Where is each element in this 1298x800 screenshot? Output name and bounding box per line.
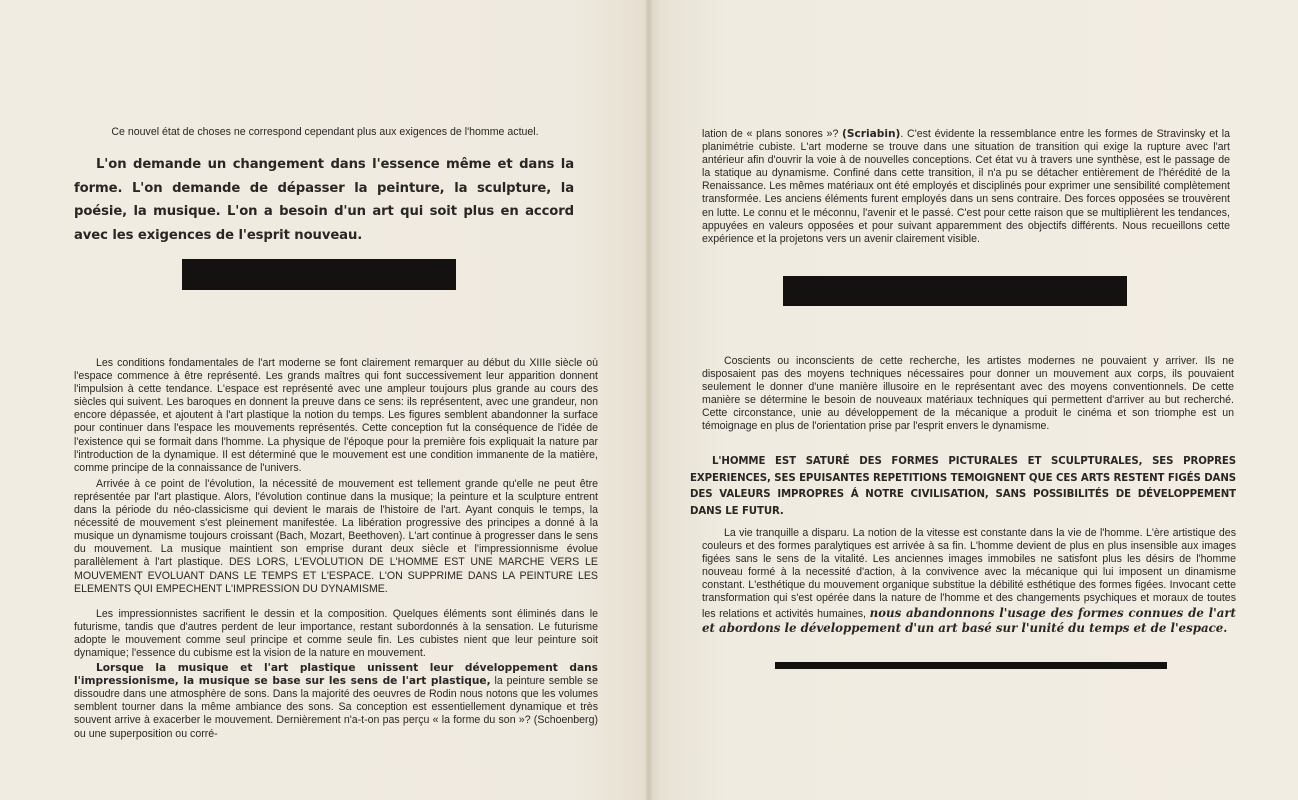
left-intro xyxy=(94,126,556,139)
right-statement xyxy=(690,454,1236,520)
cont-bold: (Scriabin) xyxy=(842,128,901,140)
paragraph-1: Les conditions fondamentales de l'art moderne se font clairement remarquer au début du XIIIe siècle où l'espace commence à être représenté. Les grands maîtres qui font successivement leur apparition donnent l'impulsion à cette tendance. L'espace est représenté avec une ampleur toujours plus grande au cours des siècles qui suivent. Les baroques en donnent la preuve dans ce sens: ils représentent, avec une grandeur, non encore dépassée, et ajoutent à l'art plastique la notion du temps. Les figures semblent abandonner la surface pour continuer dans l'espace les mouvements représentés. Cette conception fut la conséquence de l'idée de l'existence qui se formait dans l'homme. La physique de l'époque pour la première fois expliquait la nature par l'introduction de la dynamique. Il est déterminé que le mouvement est une condition immanente de la matière, comme principe de la connaissance de l'univers. xyxy=(74,357,598,474)
paragraph-1: Coscients ou inconscients de cette recherche, les artistes modernes ne pouvaient y arriver. Ils ne disposaient pas des moyens techniques nécessaires pour donner un mouvement aux corps, ils pouvaient seulement le donner d'une manière illusoire en le représentant avec des moyens conventionnels. De cette manière se détermine le besoin de nouveaux matériaux techniques qui permettent d'arriver au but recherché. Cette circonstance, unie au développement de la mécanique a produit le cinéma et son triomphe est un témoignage en plus de l'orientation prise par l'esprit envers le dynamisme. xyxy=(702,355,1234,433)
paragraph-2: Arrivée à ce point de l'évolution, la nécessité de mouvement est tellement grande qu'elle ne peut être représentée par l'art plastique. Alors, l'évolution continue dans la musique; la peinture et la sculpture entrent dans la période du néo-classicisme qui devient le marais de l'histoire de l'art. Ayant conquis le temps, la nécessité de mouvement s'est pleinement manifestée. La libération progressive des principes a donné à la musique un dynamisme toujours croissant (Bach, Mozart, Beethoven). L'art continue à progresser dans le sens du mouvement. La musique maintient son emprise durant deux siècle et l'impressionnisme évolue parallèlement à l'art plastique. DES LORS, L'EVOLUTION DE L'HOMME EST UNE MARCHE VERS LE MOUVEMENT EVOLUANT DANS LE TEMPS ET L'ESPACE. L'ON SUPPRIME DANS LA PEINTURE LES ELEMENTS QUI EMPECHENT L'IMPRESSION DU DYNAMISME. xyxy=(74,477,598,595)
black-rule-right xyxy=(775,662,1167,669)
cont-b: . C'est évidente la ressemblance entre les formes de Stravinsky et la planimétrie cubiste. L'art moderne se trouve dans une situation de transition qui exige la rupture avec l'art antérieur afin d'ouvrir la voie à de nouvelles conceptions. Cet état vu à travers une synthèse, est le passage de la statique au dynamisme. Confiné dans cette transition, il n'a pu se détacher entièrement de l'hérédité de la Renaissance. Les mêmes matériaux ont été employés et disciplinés pour exprimer une sensibilité complètement transformée. Les anciens éléments furent employés dans un sens contraire. Des forces opposées se trouvèrent en lutte. Le connu et le méconnu, l'avenir et le passé. C'est pour cette raison que se multiplièrent les tendances, appuyées en valeurs opposées et pour suivant apparemment des objectifs différents. Nous recueillons cette expérience et la projetons vers un avenir clairement visible. xyxy=(702,128,1230,245)
right-page xyxy=(652,0,1298,800)
left-page xyxy=(0,0,646,800)
left-statement xyxy=(74,153,574,247)
continuation-text xyxy=(702,128,1230,246)
paragraph-4-bold: Lorsque la musique et l'art plastique unissent leur développement dans l'impressionisme, la musique se base sur les sens de l'art plastique, xyxy=(74,662,598,688)
right-para-2 xyxy=(702,527,1236,637)
paragraph-2-bold: nous abandonnons l'usage des formes connues de l'art et abordons le développement d'un art basé sur l'unité du temps et de l'espace. xyxy=(702,605,1236,636)
cont-a: lation de « plans sonores »? xyxy=(702,128,843,140)
paragraph-4 xyxy=(74,662,598,741)
statement-text: L'on demande un changement dans l'essence même et dans la forme. L'on demande de dépasser la peinture, la sculpture, la poésie, la musique. L'on a besoin d'un art qui soit plus en accord avec les exigences de l'esprit nouveau. xyxy=(74,157,574,243)
paragraph-2 xyxy=(702,527,1236,637)
paragraph-3: Les impressionnistes sacrifient le dessin et la composition. Quelques éléments sont éliminés dans le futurisme, tandis que d'autres perdent de leur importance, restant subordonnés à la sensation. Le futurisme adopte le mouvement comme seul principe et comme seule fin. Les cubistes nient que leur peinture soit dynamique; l'essence du cubisme est la vision de la nature en mouvement. xyxy=(74,607,598,659)
paragraph-4-rest: la peinture semble se dissoudre dans une atmosphère de sons. Dans la majorité des oeuvres de Rodin nous notons que les volumes semblent tourner dans la même ambiance des sons. Sa conception est essentiellement dynamique et très souvent arrive à exacerber le mouvement. Dernièrement n'a-t-on pas perçu « la forme du son »? (Schoenberg) ou une superposition ou corré- xyxy=(74,675,598,740)
left-body xyxy=(74,357,598,741)
right-para-1 xyxy=(702,355,1234,434)
paragraph-2-text: La vie tranquille a disparu. La notion de la vitesse est constante dans la vie de l'homme. L'ère artistique des couleurs et des formes paralytiques est arrivée à sa fin. L'homme devient de plus en plus insensible aux images figées sans le sens de la vitalité. Les anciennes images immobiles ne satisfont plus les désirs de l'homme nouveau formé à la necessité d'action, à la convivence avec la mécanique qui lui imposent un dinamisme constant. L'esthétique du mouvement organique substitue la débilité esthétique des formes figées. Invocant cette transformation qui s'est opérée dans la nature de l'homme et des changements psychiques et moraux de toutes les relations et activités humaines, xyxy=(702,527,1236,620)
intro-text: Ce nouvel état de choses ne correspond cependant plus aux exigences de l'homme actuel. xyxy=(111,126,539,138)
black-bar-left xyxy=(182,259,456,290)
statement-text: L'HOMME EST SATURÉ DES FORMES PICTURALES ET SCULPTURALES, SES PROPRES EXPERIENCES, SES EPUISANTES REPETITIONS TEMOIGNENT QUE CES ARTS RESTENT FIGÉS DANS DES VALEURS IMPROPRES Á NOTRE CIVILISATION, SANS POSSIBILITÉS DE DÉVELOPPEMENT DANS LE FUTUR. xyxy=(690,456,1236,517)
right-continuation xyxy=(702,128,1230,246)
black-bar-right xyxy=(783,276,1127,306)
